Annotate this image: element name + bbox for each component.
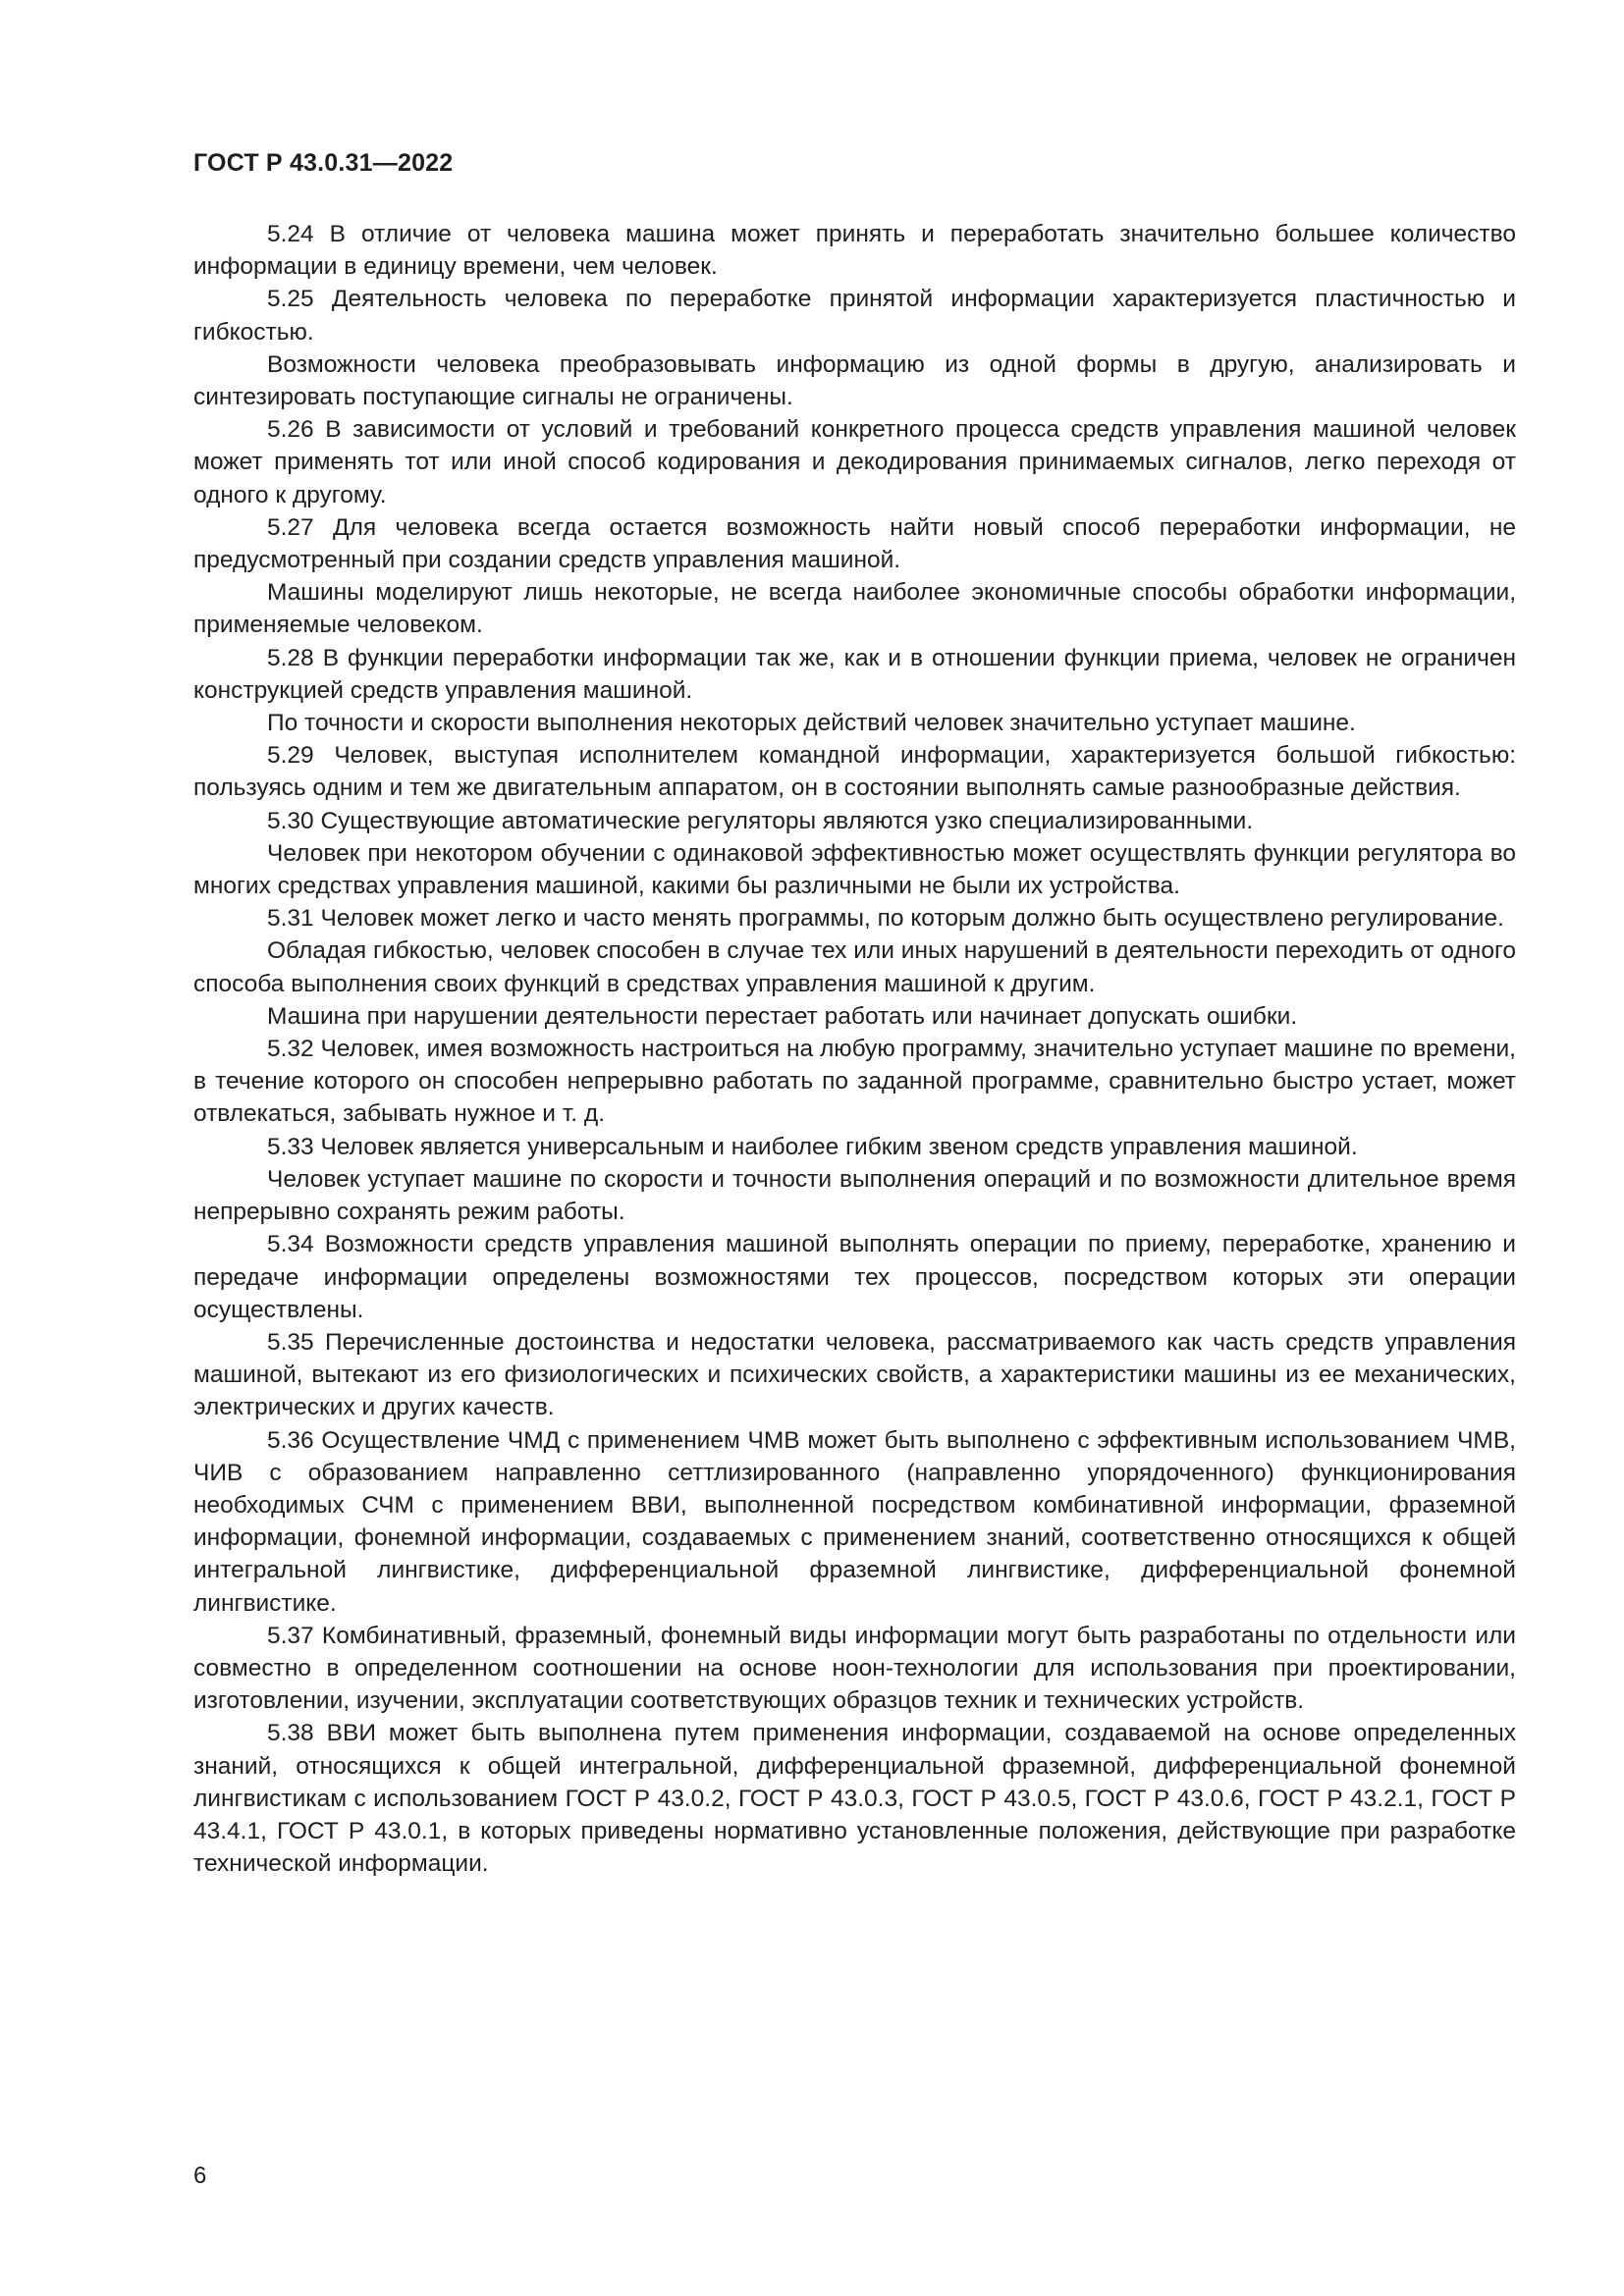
paragraph-5-28: 5.28 В функции переработки информации так же, как и в отношении функции приема, человек не ограничен конструкцией средств управления машиной. bbox=[193, 644, 1516, 704]
paragraph-5-34: 5.34 Возможности средств управления машиной выполнять операции по приему, переработке, хранению и передаче информации определены возможностями тех процессов, посредством которых эти операции осуществлены. bbox=[193, 1231, 1516, 1323]
page-number: 6 bbox=[193, 2163, 207, 2189]
paragraph-5-32: 5.32 Человек, имея возможность настроиться на любую программу, значительно уступает машине по времени, в течение которого он способен непрерывно работать по заданной программе, сравнительно быстро устает, может отвлекаться, забывать нужное и т. д. bbox=[193, 1036, 1516, 1128]
paragraph-5-31-cont: Обладая гибкостью, человек способен в случае тех или иных нарушений в деятельности переходить от одного способа выполнения своих функций в средствах управления машиной к другим. bbox=[193, 937, 1516, 997]
paragraph-5-37: 5.37 Комбинативный, фраземный, фонемный виды информации могут быть разработаны по отдельности или совместно в определенном соотношении на основе ноон-технологии для использования при проектировании, изготовлении, изучении, эксплуатации соответствующих образцов техник и технических устройств. bbox=[193, 1622, 1516, 1715]
paragraph-5-33: 5.33 Человек является универсальным и наиболее гибким звеном средств управления машиной. bbox=[267, 1133, 1358, 1160]
document-body bbox=[193, 218, 1516, 1880]
paragraph-5-30: 5.30 Существующие автоматические регуляторы являются узко специализированными. bbox=[267, 807, 1254, 834]
paragraph-5-27-cont: Машины моделируют лишь некоторые, не всегда наиболее экономичные способы обработки информации, применяемые человеком. bbox=[193, 579, 1516, 639]
paragraph-5-29: 5.29 Человек, выступая исполнителем командной информации, характеризуется большой гибкостью: пользуясь одним и тем же двигательным аппаратом, он в состоянии выполнять самые разнообразные действия. bbox=[193, 742, 1516, 802]
paragraph-5-30-cont: Человек при некотором обучении с одинаковой эффективностью может осуществлять функции регулятора во многих средствах управления машиной, какими бы различными не были их устройства. bbox=[193, 839, 1516, 900]
paragraph-5-25: 5.25 Деятельность человека по переработке принятой информации характеризуется пластичностью и гибкостью. bbox=[193, 286, 1516, 346]
paragraph-5-28-cont: По точности и скорости выполнения некоторых действий человек значительно уступает машине. bbox=[267, 710, 1356, 737]
paragraph-5-35: 5.35 Перечисленные достоинства и недостатки человека, рассматриваемого как часть средств управления машиной, вытекают из его физиологических и психических свойств, а характеристики машины из ее механических, электрических и других качеств. bbox=[193, 1328, 1516, 1421]
paragraph-5-26: 5.26 В зависимости от условий и требований конкретного процесса средств управления машиной человек может применять тот или иной способ кодирования и декодирования принимаемых сигналов, легко переходя от одного к другому. bbox=[193, 416, 1516, 508]
paragraph-5-31: 5.31 Человек может легко и часто менять программы, по которым должно быть осуществлено регулирование. bbox=[267, 905, 1504, 933]
paragraph-5-25-cont: Возможности человека преобразовывать информацию из одной формы в другую, анализировать и синтезировать поступающие сигналы не ограничены. bbox=[193, 350, 1516, 411]
paragraph-5-33-cont: Человек уступает машине по скорости и точности выполнения операций и по возможности длительное время непрерывно сохранять режим работы. bbox=[193, 1165, 1516, 1226]
paragraph-5-31-cont-2: Машина при нарушении деятельности перестает работать или начинает допускать ошибки. bbox=[267, 1002, 1298, 1030]
standard-header: ГОСТ Р 43.0.31—2022 bbox=[193, 149, 454, 177]
paragraph-5-36: 5.36 Осуществление ЧМД с применением ЧМВ может быть выполнено с эффективным использованием ЧМВ, ЧИВ с образованием направленно сеттлизированного (направленно упорядоченного) функционирования необходимых СЧМ с применением ВВИ, выполненной посредством комбинативной информации, фраземной информации, фонемной информации, создаваемых с применением знаний, соответственно относящихся к общей интегральной лингвистике, дифференциальной фраземной лингвистике, дифференциальной фонемной лингвистике. bbox=[193, 1426, 1516, 1617]
paragraph-5-24: 5.24 В отличие от человека машина может принять и переработать значительно большее количество информации в единицу времени, чем человек. bbox=[193, 221, 1516, 281]
paragraph-5-27: 5.27 Для человека всегда остается возможность найти новый способ переработки информации, не предусмотренный при создании средств управления машиной. bbox=[193, 513, 1516, 574]
paragraph-5-38: 5.38 ВВИ может быть выполнена путем применения информации, создаваемой на основе определенных знаний, относящихся к общей интегральной, дифференциальной фраземной, дифференциальной фонемной лингвистикам с использованием ГОСТ Р 43.0.2, ГОСТ Р 43.0.3, ГОСТ Р 43.0.5, ГОСТ Р 43.0.6, ГОСТ Р 43.2.1, ГОСТ Р 43.4.1, ГОСТ Р 43.0.1, в которых приведены нормативно установленные положения, действующие при разработке технической информации. bbox=[193, 1720, 1516, 1878]
